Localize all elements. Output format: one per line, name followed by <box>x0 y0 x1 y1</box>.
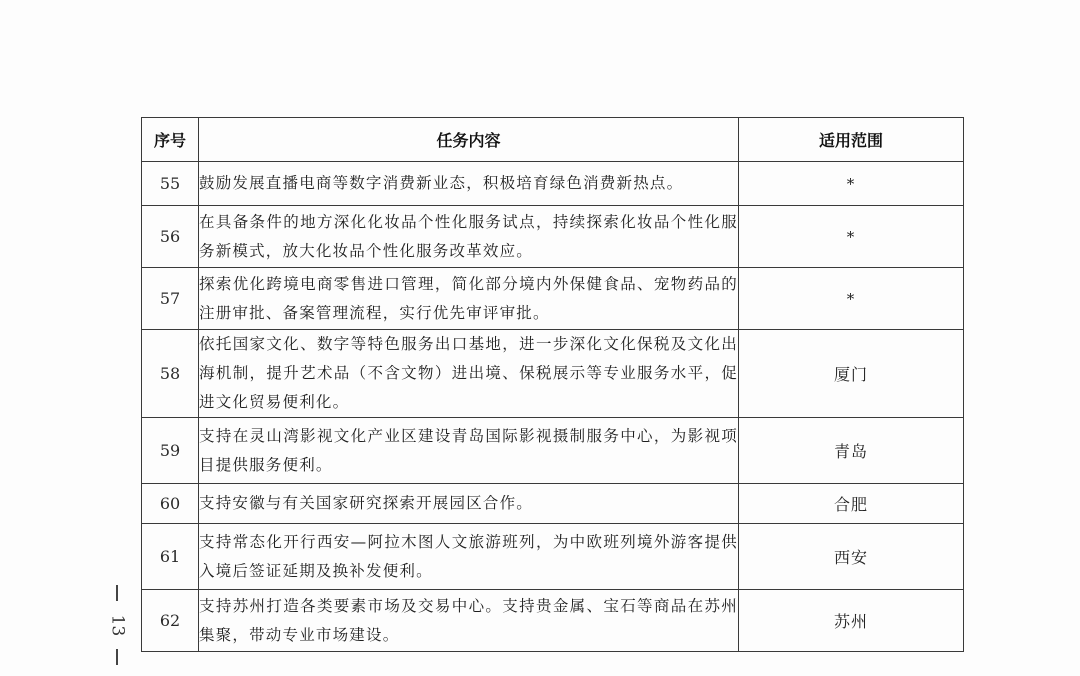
table-header-row <box>142 118 964 162</box>
table-row <box>142 330 964 418</box>
row-number: 61 <box>142 524 199 590</box>
row-scope: 西安 <box>739 524 964 590</box>
row-number: 59 <box>142 418 199 484</box>
row-scope: 青岛 <box>739 418 964 484</box>
row-scope: 苏州 <box>739 590 964 652</box>
table-row <box>142 162 964 206</box>
table-row <box>142 590 964 652</box>
table-row <box>142 418 964 484</box>
row-content: 支持在灵山湾影视文化产业区建设青岛国际影视摄制服务中心，为影视项目提供服务便利。 <box>199 418 739 484</box>
table-row <box>142 206 964 268</box>
row-scope: 合肥 <box>739 484 964 524</box>
row-scope: 厦门 <box>739 330 964 418</box>
row-content: 支持苏州打造各类要素市场及交易中心。支持贵金属、宝石等商品在苏州集聚，带动专业市场建设。 <box>199 590 739 652</box>
row-number: 57 <box>142 268 199 330</box>
row-content: 鼓励发展直播电商等数字消费新业态，积极培育绿色消费新热点。 <box>199 162 739 206</box>
row-content: 支持安徽与有关国家研究探索开展园区合作。 <box>199 484 739 524</box>
header-applicable-scope: 适用范围 <box>739 118 964 162</box>
row-content: 支持常态化开行西安—阿拉木图人文旅游班列，为中欧班列境外游客提供入境后签证延期及换补发便利。 <box>199 524 739 590</box>
row-scope: * <box>739 206 964 268</box>
header-task-content: 任务内容 <box>199 118 739 162</box>
row-number: 60 <box>142 484 199 524</box>
row-number: 56 <box>142 206 199 268</box>
row-scope: * <box>739 162 964 206</box>
row-content: 探索优化跨境电商零售进口管理，简化部分境内外保健食品、宠物药品的注册审批、备案管理流程，实行优先审评审批。 <box>199 268 739 330</box>
page-number-dash-bottom <box>116 649 118 665</box>
row-content: 依托国家文化、数字等特色服务出口基地，进一步深化文化保税及文化出海机制，提升艺术品（不含文物）进出境、保税展示等专业服务水平，促进文化贸易便利化。 <box>199 330 739 418</box>
table-row <box>142 524 964 590</box>
task-table <box>141 117 964 652</box>
header-serial-number: 序号 <box>142 118 199 162</box>
row-number: 62 <box>142 590 199 652</box>
page-number <box>104 585 130 665</box>
row-content: 在具备条件的地方深化化妆品个性化服务试点，持续探索化妆品个性化服务新模式，放大化妆品个性化服务改革效应。 <box>199 206 739 268</box>
row-scope: * <box>739 268 964 330</box>
page-number-dash-top <box>116 585 118 601</box>
page-number-text: 13 <box>107 614 128 636</box>
row-number: 58 <box>142 330 199 418</box>
table-row <box>142 268 964 330</box>
row-number: 55 <box>142 162 199 206</box>
table-row <box>142 484 964 524</box>
